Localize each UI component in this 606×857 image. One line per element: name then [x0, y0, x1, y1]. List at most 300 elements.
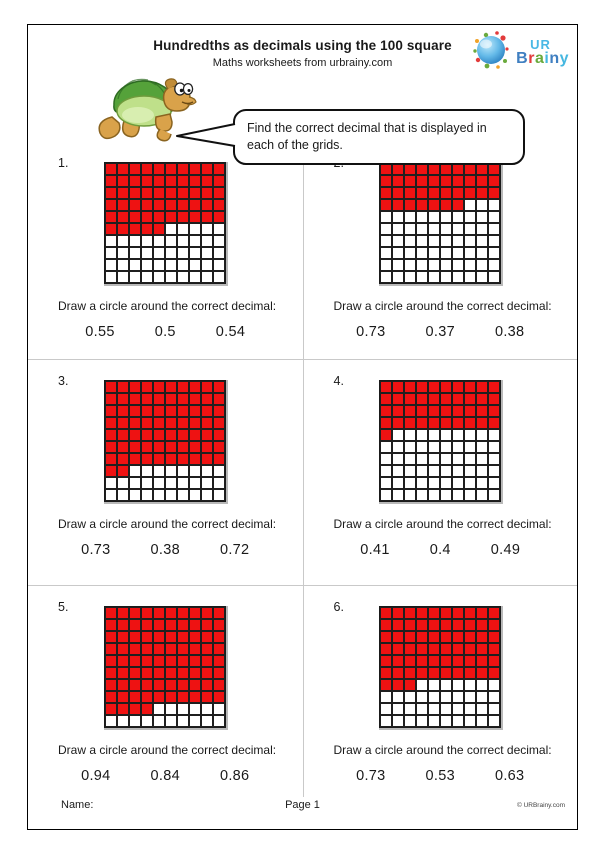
empty-cell: [476, 211, 488, 223]
shaded-cell: [404, 655, 416, 667]
empty-cell: [452, 223, 464, 235]
shaded-cell: [416, 631, 428, 643]
shaded-cell: [105, 199, 117, 211]
shaded-cell: [464, 631, 476, 643]
empty-cell: [404, 489, 416, 501]
shaded-cell: [213, 381, 225, 393]
empty-cell: [416, 489, 428, 501]
empty-cell: [129, 465, 141, 477]
empty-cell: [153, 489, 165, 501]
shaded-cell: [201, 393, 213, 405]
shaded-cell: [404, 631, 416, 643]
shaded-cell: [213, 453, 225, 465]
empty-cell: [177, 703, 189, 715]
shaded-cell: [440, 631, 452, 643]
empty-cell: [488, 259, 500, 271]
logo-letter: B: [516, 50, 529, 67]
shaded-cell: [177, 643, 189, 655]
empty-cell: [105, 715, 117, 727]
empty-cell: [177, 235, 189, 247]
shaded-cell: [105, 691, 117, 703]
shaded-cell: [117, 187, 129, 199]
shaded-cell: [380, 381, 392, 393]
shaded-cell: [165, 655, 177, 667]
shaded-cell: [129, 703, 141, 715]
empty-cell: [153, 703, 165, 715]
empty-cell: [153, 259, 165, 271]
shaded-cell: [189, 453, 201, 465]
decimal-option[interactable]: 0.73: [356, 768, 386, 784]
copyright-text: © URBrainy.com: [516, 802, 565, 809]
empty-cell: [428, 429, 440, 441]
shaded-cell: [416, 381, 428, 393]
shaded-cell: [392, 417, 404, 429]
empty-cell: [476, 271, 488, 283]
shaded-cell: [141, 691, 153, 703]
empty-cell: [476, 441, 488, 453]
empty-cell: [177, 477, 189, 489]
shaded-cell: [129, 199, 141, 211]
empty-cell: [189, 271, 201, 283]
empty-cell: [189, 489, 201, 501]
shaded-cell: [213, 691, 225, 703]
decimal-option[interactable]: 0.94: [81, 768, 111, 784]
shaded-cell: [141, 405, 153, 417]
shaded-cell: [404, 417, 416, 429]
globe-icon: [472, 29, 514, 76]
empty-cell: [464, 211, 476, 223]
shaded-cell: [476, 405, 488, 417]
shaded-cell: [416, 619, 428, 631]
empty-cell: [464, 489, 476, 501]
shaded-cell: [189, 691, 201, 703]
shaded-cell: [189, 187, 201, 199]
empty-cell: [404, 477, 416, 489]
shaded-cell: [105, 417, 117, 429]
shaded-cell: [428, 607, 440, 619]
shaded-cell: [141, 643, 153, 655]
problem-cell: [28, 149, 303, 359]
empty-cell: [428, 453, 440, 465]
logo-letter: y: [559, 50, 569, 67]
empty-cell: [464, 715, 476, 727]
shaded-cell: [201, 643, 213, 655]
empty-cell: [213, 223, 225, 235]
empty-cell: [464, 259, 476, 271]
empty-cell: [165, 271, 177, 283]
empty-cell: [177, 715, 189, 727]
empty-cell: [416, 465, 428, 477]
speech-bubble: Find the correct decimal that is displayed in each of the grids.: [233, 109, 525, 165]
logo-letter: a: [534, 50, 545, 67]
shaded-cell: [105, 405, 117, 417]
shaded-cell: [177, 453, 189, 465]
empty-cell: [428, 691, 440, 703]
shaded-cell: [117, 381, 129, 393]
empty-cell: [392, 429, 404, 441]
decimal-option[interactable]: 0.86: [219, 768, 250, 784]
shaded-cell: [105, 631, 117, 643]
shaded-cell: [153, 187, 165, 199]
shaded-cell: [416, 405, 428, 417]
shaded-cell: [117, 643, 129, 655]
decimal-option[interactable]: 0.55: [85, 324, 115, 340]
shaded-cell: [392, 679, 404, 691]
decimal-option[interactable]: 0.49: [490, 542, 521, 558]
logo-text-ur: UR: [530, 37, 551, 52]
empty-cell: [488, 429, 500, 441]
shaded-cell: [201, 381, 213, 393]
empty-cell: [141, 477, 153, 489]
shaded-cell: [189, 655, 201, 667]
empty-cell: [213, 235, 225, 247]
empty-cell: [488, 465, 500, 477]
empty-cell: [201, 477, 213, 489]
empty-cell: [464, 691, 476, 703]
shaded-cell: [440, 393, 452, 405]
empty-cell: [177, 259, 189, 271]
empty-cell: [213, 259, 225, 271]
shaded-cell: [213, 187, 225, 199]
shaded-cell: [105, 453, 117, 465]
empty-cell: [440, 441, 452, 453]
empty-cell: [380, 259, 392, 271]
shaded-cell: [201, 619, 213, 631]
shaded-cell: [117, 703, 129, 715]
empty-cell: [141, 259, 153, 271]
options-row: [356, 768, 524, 784]
shaded-cell: [177, 163, 189, 175]
empty-cell: [476, 235, 488, 247]
empty-cell: [404, 441, 416, 453]
shaded-cell: [440, 619, 452, 631]
shaded-cell: [117, 631, 129, 643]
shaded-cell: [105, 163, 117, 175]
empty-cell: [416, 271, 428, 283]
empty-cell: [464, 429, 476, 441]
empty-cell: [404, 453, 416, 465]
shaded-cell: [141, 441, 153, 453]
empty-cell: [165, 223, 177, 235]
shaded-cell: [177, 175, 189, 187]
empty-cell: [452, 703, 464, 715]
shaded-cell: [141, 417, 153, 429]
empty-cell: [440, 691, 452, 703]
logo-letter: n: [549, 50, 560, 67]
decimal-option[interactable]: 0.5: [154, 324, 176, 340]
decimal-option[interactable]: 0.41: [360, 542, 390, 558]
empty-cell: [440, 489, 452, 501]
shaded-cell: [452, 619, 464, 631]
instruction-text: Draw a circle around the correct decimal:: [333, 517, 552, 531]
shaded-cell: [105, 175, 117, 187]
shaded-cell: [141, 199, 153, 211]
decimal-option[interactable]: 0.38: [494, 324, 525, 340]
shaded-cell: [141, 703, 153, 715]
shaded-cell: [392, 163, 404, 175]
empty-cell: [392, 259, 404, 271]
shaded-cell: [129, 691, 141, 703]
empty-cell: [213, 477, 225, 489]
empty-cell: [464, 247, 476, 259]
decimal-option[interactable]: 0.73: [356, 324, 386, 340]
shaded-cell: [380, 405, 392, 417]
shaded-cell: [165, 643, 177, 655]
empty-cell: [452, 429, 464, 441]
shaded-cell: [105, 211, 117, 223]
empty-cell: [392, 477, 404, 489]
empty-cell: [440, 679, 452, 691]
empty-cell: [464, 199, 476, 211]
shaded-cell: [428, 381, 440, 393]
shaded-cell: [105, 187, 117, 199]
empty-cell: [153, 247, 165, 259]
shaded-cell: [117, 691, 129, 703]
shaded-cell: [404, 667, 416, 679]
options-row: [81, 768, 249, 784]
shaded-cell: [428, 163, 440, 175]
shaded-cell: [476, 631, 488, 643]
shaded-cell: [153, 381, 165, 393]
options-row: [81, 542, 249, 558]
shaded-cell: [488, 619, 500, 631]
shaded-cell: [189, 405, 201, 417]
hundred-square-grid: [379, 380, 501, 502]
hundred-square-grid: [104, 380, 226, 502]
shaded-cell: [201, 417, 213, 429]
shaded-cell: [129, 417, 141, 429]
shaded-cell: [464, 175, 476, 187]
shaded-cell: [464, 187, 476, 199]
decimal-option[interactable]: 0.37: [425, 324, 455, 340]
shaded-cell: [201, 607, 213, 619]
shaded-cell: [189, 381, 201, 393]
decimal-option[interactable]: 0.4: [429, 542, 451, 558]
decimal-option[interactable]: 0.84: [150, 768, 180, 784]
empty-cell: [428, 259, 440, 271]
shaded-cell: [380, 619, 392, 631]
shaded-cell: [189, 667, 201, 679]
name-label: Name:: [61, 799, 94, 811]
shaded-cell: [476, 607, 488, 619]
empty-cell: [488, 235, 500, 247]
decimal-option[interactable]: 0.73: [81, 542, 111, 558]
empty-cell: [165, 489, 177, 501]
shaded-cell: [129, 631, 141, 643]
decimal-option[interactable]: 0.54: [215, 324, 246, 340]
shaded-cell: [404, 175, 416, 187]
shaded-cell: [488, 607, 500, 619]
shaded-cell: [416, 607, 428, 619]
shaded-cell: [392, 643, 404, 655]
shaded-cell: [153, 667, 165, 679]
page-subtitle: Maths worksheets from urbrainy.com: [212, 57, 393, 69]
shaded-cell: [165, 163, 177, 175]
shaded-cell: [213, 405, 225, 417]
shaded-cell: [464, 655, 476, 667]
decimal-option[interactable]: 0.72: [219, 542, 250, 558]
shaded-cell: [201, 655, 213, 667]
logo-letter: i: [544, 50, 550, 67]
shaded-cell: [213, 429, 225, 441]
shaded-cell: [380, 199, 392, 211]
shaded-cell: [380, 417, 392, 429]
shaded-cell: [404, 679, 416, 691]
problem-cell: [28, 585, 303, 797]
shaded-cell: [452, 643, 464, 655]
shaded-cell: [105, 441, 117, 453]
shaded-cell: [476, 417, 488, 429]
shaded-cell: [476, 643, 488, 655]
shaded-cell: [488, 175, 500, 187]
empty-cell: [476, 259, 488, 271]
shaded-cell: [416, 163, 428, 175]
shaded-cell: [201, 211, 213, 223]
empty-cell: [416, 477, 428, 489]
page-title: Hundredths as decimals using the 100 square: [153, 38, 452, 53]
empty-cell: [380, 453, 392, 465]
empty-cell: [476, 223, 488, 235]
shaded-cell: [464, 619, 476, 631]
empty-cell: [392, 691, 404, 703]
shaded-cell: [476, 667, 488, 679]
empty-cell: [428, 247, 440, 259]
empty-cell: [440, 235, 452, 247]
empty-cell: [380, 477, 392, 489]
empty-cell: [380, 211, 392, 223]
instruction-text: Draw a circle around the correct decimal:: [333, 743, 552, 757]
shaded-cell: [165, 441, 177, 453]
decimal-option[interactable]: 0.38: [150, 542, 180, 558]
shaded-cell: [392, 393, 404, 405]
empty-cell: [105, 235, 117, 247]
shaded-cell: [189, 429, 201, 441]
page-number: Page 1: [285, 799, 320, 811]
shaded-cell: [165, 187, 177, 199]
problem-number: 4.: [333, 374, 344, 388]
shaded-cell: [416, 643, 428, 655]
urbrainy-logo: [472, 29, 569, 76]
shaded-cell: [153, 417, 165, 429]
empty-cell: [452, 247, 464, 259]
empty-cell: [404, 259, 416, 271]
empty-cell: [153, 465, 165, 477]
empty-cell: [404, 223, 416, 235]
empty-cell: [488, 703, 500, 715]
empty-cell: [129, 235, 141, 247]
shaded-cell: [464, 381, 476, 393]
empty-cell: [416, 429, 428, 441]
empty-cell: [452, 259, 464, 271]
empty-cell: [141, 489, 153, 501]
shaded-cell: [201, 667, 213, 679]
shaded-cell: [213, 607, 225, 619]
shaded-cell: [153, 655, 165, 667]
shaded-cell: [165, 667, 177, 679]
logo-text-brainy: [516, 51, 569, 67]
empty-cell: [189, 259, 201, 271]
shaded-cell: [117, 441, 129, 453]
intro-section: [28, 71, 577, 152]
shaded-cell: [189, 211, 201, 223]
shaded-cell: [464, 393, 476, 405]
shaded-cell: [428, 187, 440, 199]
shaded-cell: [428, 619, 440, 631]
empty-cell: [380, 703, 392, 715]
empty-cell: [416, 211, 428, 223]
shaded-cell: [129, 429, 141, 441]
empty-cell: [129, 715, 141, 727]
empty-cell: [213, 715, 225, 727]
empty-cell: [141, 715, 153, 727]
empty-cell: [476, 429, 488, 441]
shaded-cell: [141, 429, 153, 441]
shaded-cell: [105, 607, 117, 619]
shaded-cell: [213, 175, 225, 187]
shaded-cell: [177, 211, 189, 223]
shaded-cell: [177, 655, 189, 667]
shaded-cell: [452, 199, 464, 211]
speech-bubble-tail: [176, 119, 236, 158]
empty-cell: [416, 441, 428, 453]
shaded-cell: [213, 655, 225, 667]
empty-cell: [392, 271, 404, 283]
shaded-cell: [416, 187, 428, 199]
shaded-cell: [189, 441, 201, 453]
shaded-cell: [153, 643, 165, 655]
hundred-square-grid: [104, 606, 226, 728]
problem-cell: [303, 359, 578, 585]
empty-cell: [392, 211, 404, 223]
shaded-cell: [177, 667, 189, 679]
problem-cell: [303, 585, 578, 797]
shaded-cell: [392, 381, 404, 393]
empty-cell: [201, 271, 213, 283]
shaded-cell: [105, 381, 117, 393]
worksheet-page: [27, 24, 578, 830]
shaded-cell: [428, 393, 440, 405]
shaded-cell: [129, 187, 141, 199]
shaded-cell: [141, 655, 153, 667]
empty-cell: [201, 259, 213, 271]
shaded-cell: [117, 405, 129, 417]
empty-cell: [488, 453, 500, 465]
shaded-cell: [153, 429, 165, 441]
decimal-option[interactable]: 0.63: [494, 768, 525, 784]
empty-cell: [380, 247, 392, 259]
empty-cell: [488, 223, 500, 235]
empty-cell: [476, 465, 488, 477]
shaded-cell: [380, 643, 392, 655]
shaded-cell: [476, 163, 488, 175]
empty-cell: [392, 489, 404, 501]
shaded-cell: [153, 631, 165, 643]
shaded-cell: [165, 199, 177, 211]
empty-cell: [141, 465, 153, 477]
shaded-cell: [165, 175, 177, 187]
empty-cell: [404, 429, 416, 441]
decimal-option[interactable]: 0.53: [425, 768, 455, 784]
shaded-cell: [129, 405, 141, 417]
shaded-cell: [189, 619, 201, 631]
shaded-cell: [392, 607, 404, 619]
shaded-cell: [177, 393, 189, 405]
shaded-cell: [440, 667, 452, 679]
shaded-cell: [165, 405, 177, 417]
shaded-cell: [464, 405, 476, 417]
empty-cell: [428, 703, 440, 715]
shaded-cell: [416, 655, 428, 667]
